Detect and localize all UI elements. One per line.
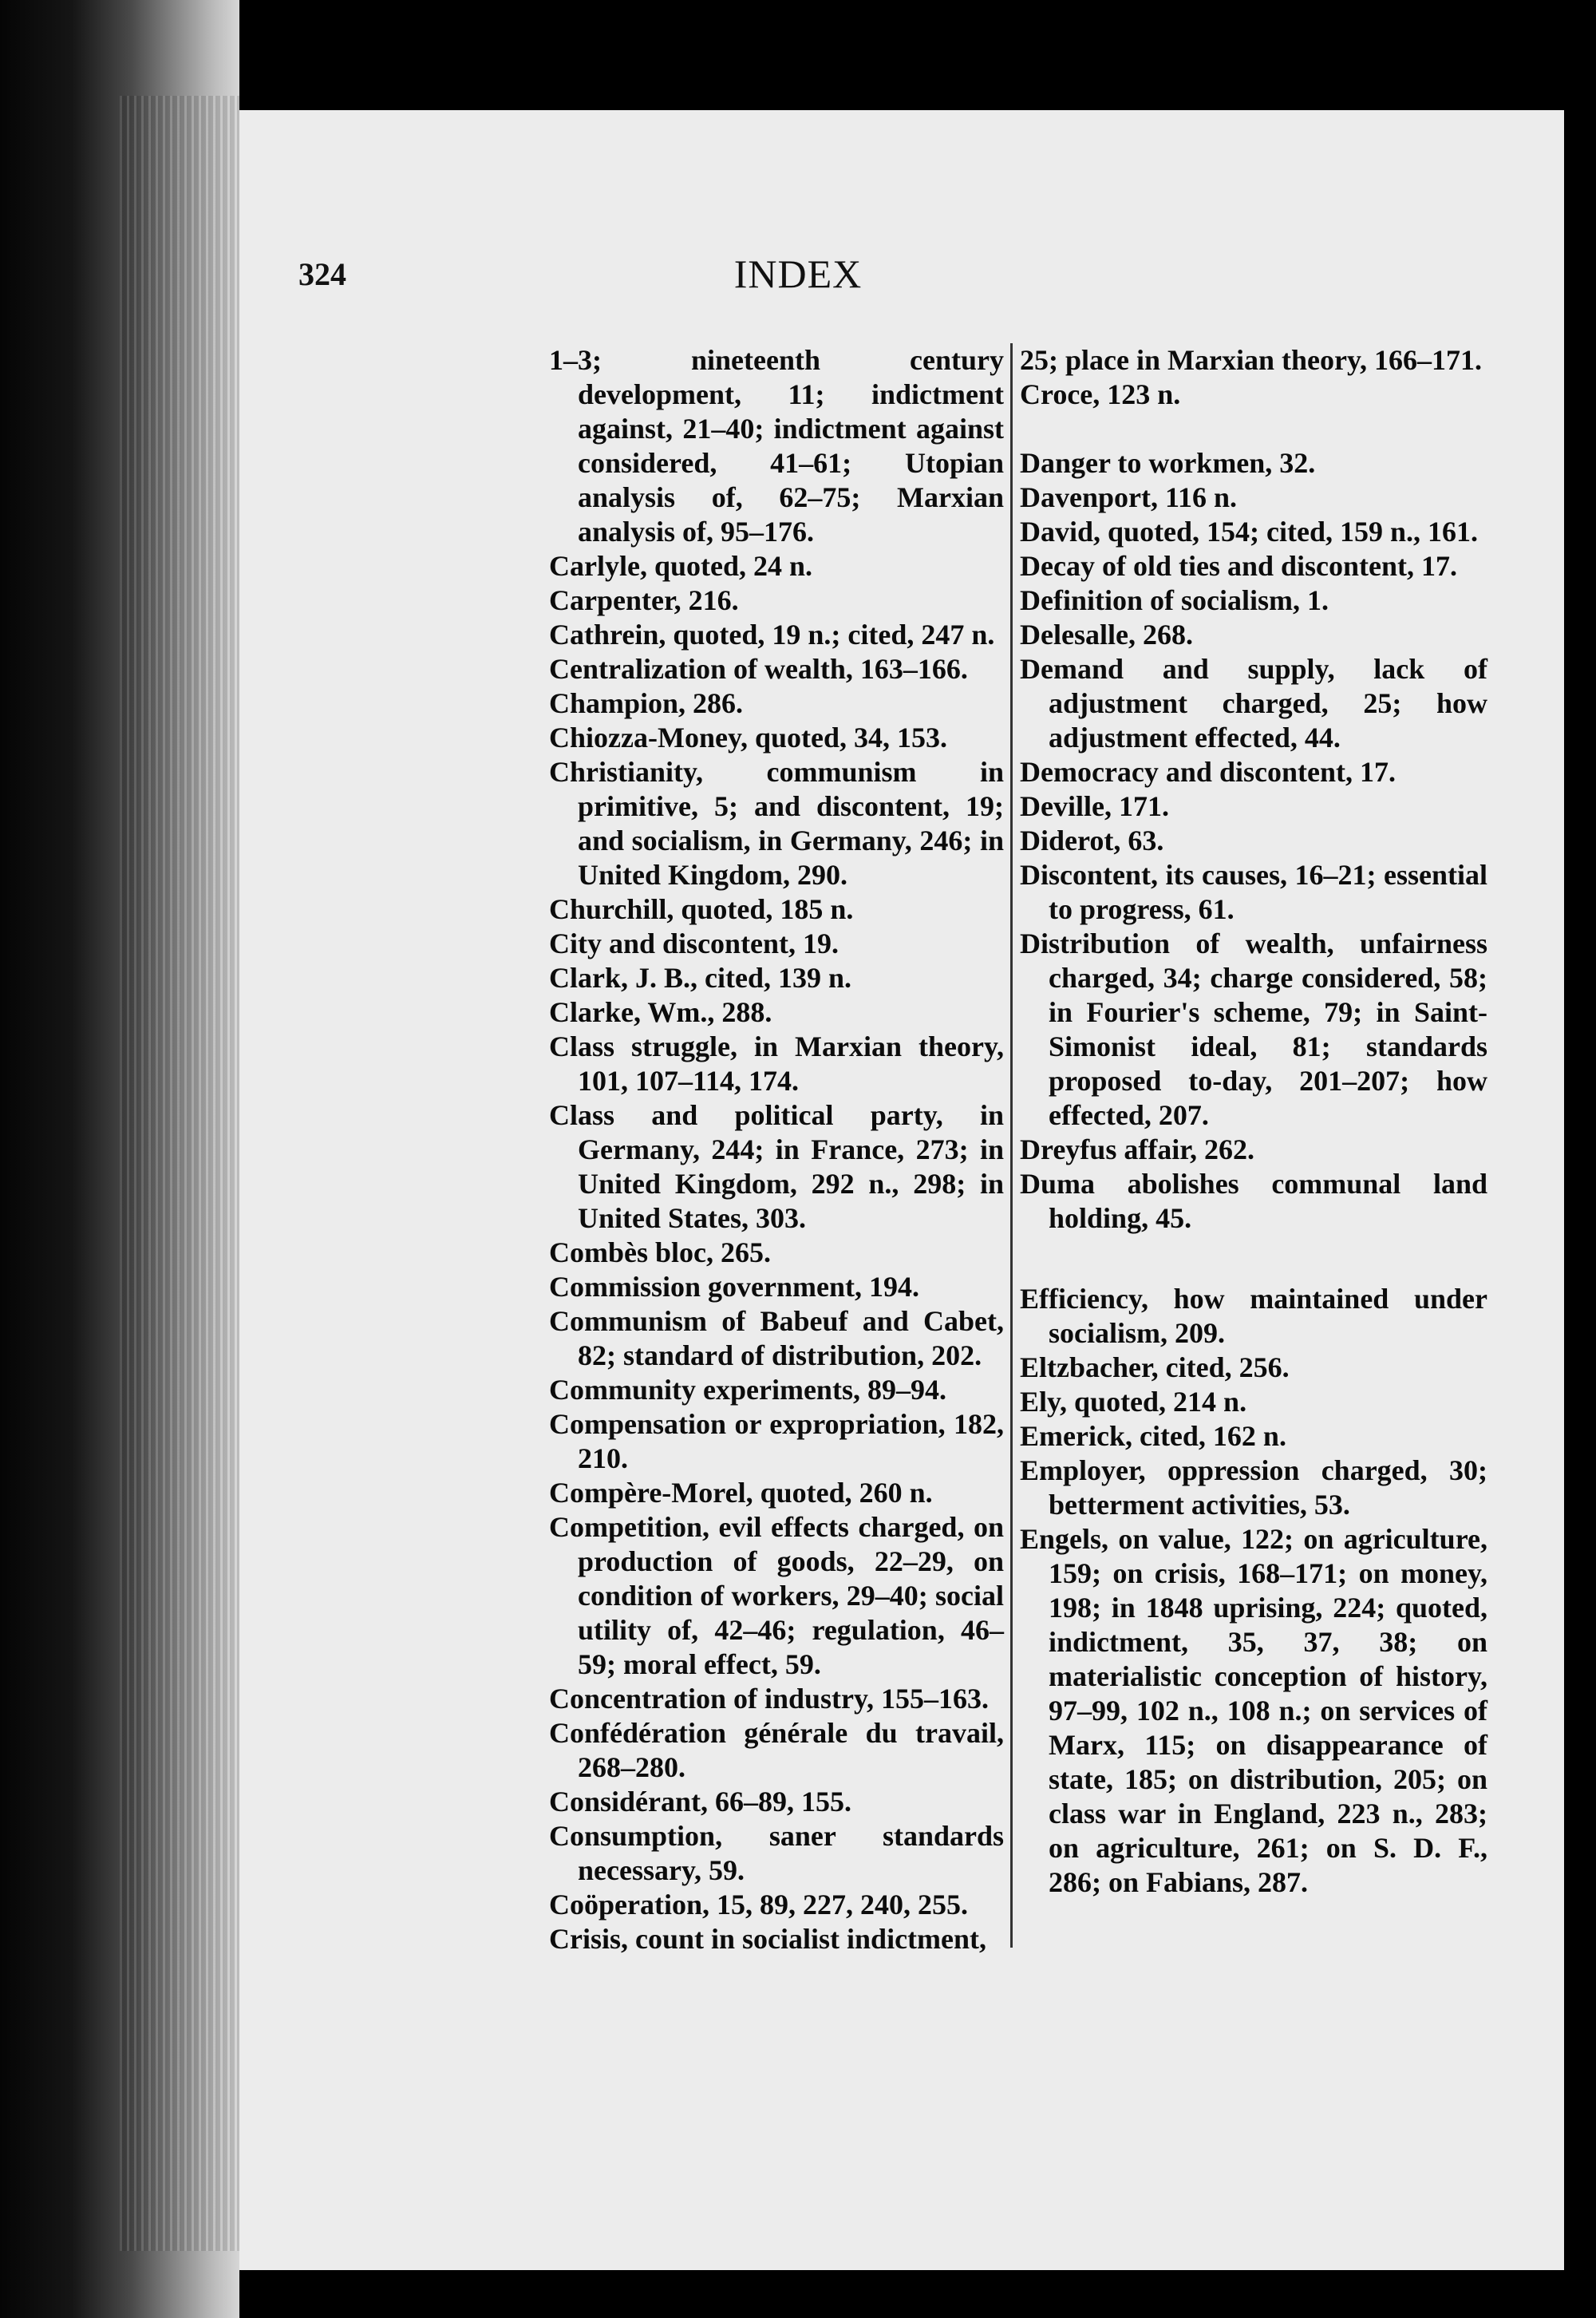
index-entry: Churchill, quoted, 185 n.	[549, 893, 854, 925]
index-entry: Democracy and discontent, 17.	[1020, 756, 1396, 788]
index-entry: David, quoted, 154; cited, 159 n., 161.	[1020, 516, 1479, 548]
index-entry: Commission government, 194.	[549, 1271, 919, 1303]
index-entry: 1–3; nineteenth century development, 11; indictment against, 21–40; indictment against considered, 41–61; Utopian analysis of, 62–75; Marxian analysis of, 95–176.	[549, 344, 1004, 548]
index-entry: Ely, quoted, 214 n.	[1020, 1386, 1247, 1418]
index-entry: Carlyle, quoted, 24 n.	[549, 550, 813, 582]
index-entry: Cathrein, quoted, 19 n.; cited, 247 n.	[549, 619, 995, 651]
index-entry: Coöperation, 15, 89, 227, 240, 255.	[549, 1889, 968, 1920]
index-entry: Crisis, count in socialist indictment,	[549, 1923, 987, 1955]
index-entry: Class struggle, in Marxian theory, 101, 107–114, 174.	[549, 1030, 1004, 1097]
index-entry: Davenport, 116 n.	[1020, 481, 1238, 513]
index-entry: Compère-Morel, quoted, 260 n.	[549, 1477, 933, 1509]
index-entry: Clarke, Wm., 288.	[549, 996, 772, 1028]
index-entry: Engels, on value, 122; on agriculture, 159; on crisis, 168–171; on money, 198; in 1848 uprising, 224; quoted, indictment, 35, 37, 38; on materialistic conception of history, 97–99, 102 n., 108 n.; on services of Marx, 115; on disappearance of state, 185; on distribution, 205; on class war in England, 223 n., 283; on agriculture, 261; on S. D. F., 286; on Fabians, 287.	[1020, 1523, 1487, 1898]
index-entry: Champion, 286.	[549, 687, 744, 719]
index-column-left	[549, 343, 1004, 1956]
index-entry: Combès bloc, 265.	[549, 1236, 771, 1268]
index-entry: Chiozza-Money, quoted, 34, 153.	[549, 722, 947, 754]
index-entry: Deville, 171.	[1020, 790, 1169, 822]
index-entry: Clark, J. B., cited, 139 n.	[549, 962, 852, 994]
index-entry: Centralization of wealth, 163–166.	[549, 653, 968, 685]
index-entry: Discontent, its causes, 16–21; essential to progress, 61.	[1020, 859, 1487, 925]
index-entry: Danger to workmen, 32.	[1020, 447, 1316, 479]
index-entry: Communism of Babeuf and Cabet, 82; standard of distribution, 202.	[549, 1305, 1004, 1371]
index-entry: Decay of old ties and discontent, 17.	[1020, 550, 1457, 582]
index-entry: Dreyfus affair, 262.	[1020, 1133, 1254, 1165]
index-entry: 25; place in Marxian theory, 166–171.	[1020, 344, 1482, 376]
index-entry: City and discontent, 19.	[549, 928, 839, 959]
index-entry: Class and political party, in Germany, 244; in France, 273; in United Kingdom, 292 n., 298; in United States, 303.	[549, 1099, 1004, 1234]
index-entry: Consumption, saner standards necessary, 59.	[549, 1820, 1004, 1886]
index-entry: Delesalle, 268.	[1020, 619, 1193, 651]
index-entry: Diderot, 63.	[1020, 825, 1164, 856]
index-entry: Definition of socialism, 1.	[1020, 584, 1329, 616]
index-entry: Croce, 123 n.	[1020, 378, 1181, 410]
running-title: INDEX	[733, 251, 863, 296]
index-entry: Emerick, cited, 162 n.	[1020, 1420, 1286, 1452]
index-entry: Confédération générale du travail, 268–280.	[549, 1717, 1004, 1783]
page-number: 324	[298, 256, 346, 292]
index-entry: Distribution of wealth, unfairness charged, 34; charge considered, 58; in Fourier's scheme, 79; in Saint-Simonist ideal, 81; standards proposed to-day, 201–207; how effected, 207.	[1020, 928, 1487, 1131]
index-entry: Duma abolishes communal land holding, 45.	[1020, 1168, 1487, 1234]
index-entry: Community experiments, 89–94.	[549, 1374, 946, 1406]
index-entry: Eltzbacher, cited, 256.	[1020, 1351, 1290, 1383]
index-entry: Carpenter, 216.	[549, 584, 739, 616]
column-divider	[1010, 343, 1013, 1948]
index-column-right	[1020, 343, 1487, 1900]
index-entry: Demand and supply, lack of adjustment charged, 25; how adjustment effected, 44.	[1020, 653, 1487, 754]
index-entry: Concentration of industry, 155–163.	[549, 1683, 990, 1715]
index-entry: Christianity, communism in primitive, 5; and discontent, 19; and socialism, in Germany, 246; in United Kingdom, 290.	[549, 756, 1004, 891]
index-entry: Employer, oppression charged, 30; betterment activities, 53.	[1020, 1454, 1487, 1521]
index-entry: Compensation or expropriation, 182, 210.	[549, 1408, 1004, 1474]
index-entry: Efficiency, how maintained under socialism, 209.	[1020, 1283, 1487, 1349]
index-entry: Competition, evil effects charged, on production of goods, 22–29, on condition of workers, 29–40; social utility of, 42–46; regulation, 46–59; moral effect, 59.	[549, 1511, 1004, 1680]
index-entry: Considérant, 66–89, 155.	[549, 1786, 852, 1818]
